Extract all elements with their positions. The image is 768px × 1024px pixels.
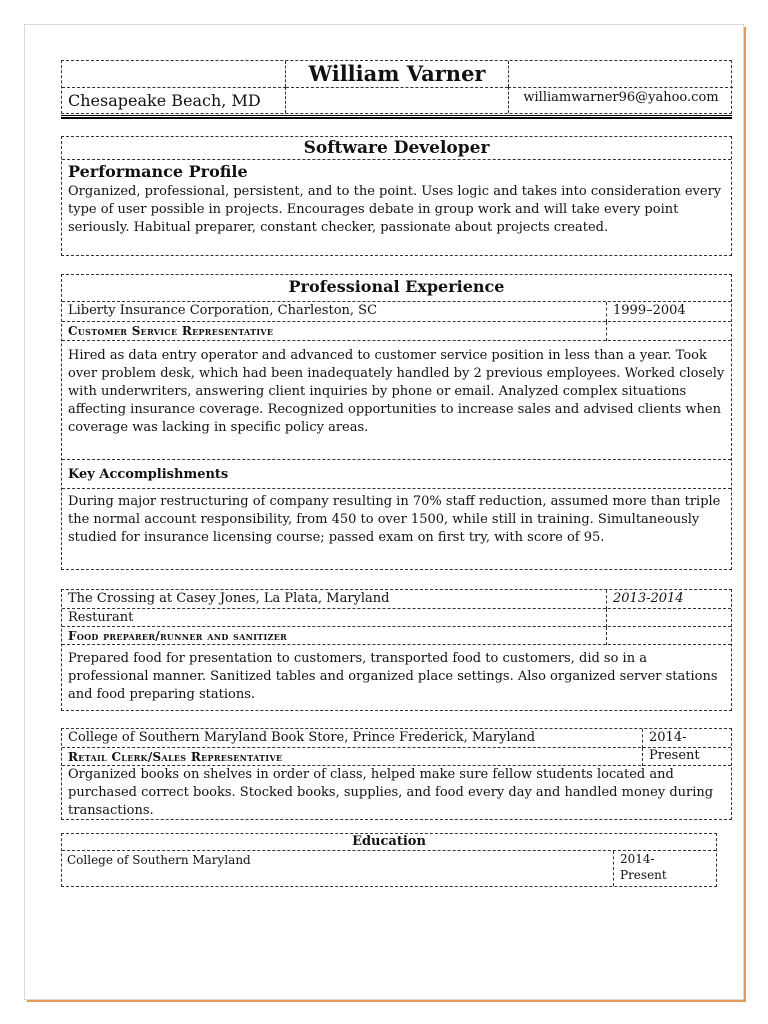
job-2-section [61,589,732,711]
profile-text: Organized, professional, persistent, and to the point. Uses logic and takes into consideration every type of user possible in projects. Encourages debate in group work and will take every point seriously. Habitual preparer, constant checker, passionate about projects created. [68,184,722,235]
experience-section [61,274,732,570]
education-dates: 2014-Present [613,851,663,886]
job-2-description: Prepared food for presentation to customers, transported food to customers, did so in a professional manner. Sanitized tables and organized place settings. Also organized server stations and food preparing stations. [68,651,718,702]
job-1-employer: Liberty Insurance Corporation, Charleston, SC [62,302,731,322]
job-3-title-spacer [642,748,731,766]
job-2-subtitle: Resturant [62,609,731,627]
accomplishments-text: During major restructuring of company resulting in 70% staff reduction, assumed more than triple the normal account responsibility, from 450 to over 1500, while still in training. Simultaneously studied for insurance licensing course; passed exam on first try, with score of 95. [62,488,731,547]
job-3-employer: College of Southern Maryland Book Store, Prince Frederick, Maryland [62,729,731,748]
job-3-title: Retail Clerk/Sales Representative [62,748,731,766]
header-table [61,60,732,114]
job-3-dates: 2014-Present [642,729,731,748]
email: williamwarner96@yahoo.com [508,87,733,113]
header-cell-bottom-middle [286,87,508,113]
job-1-title-spacer [606,322,731,341]
candidate-name: William Varner [308,61,486,86]
education-heading: Education [62,834,716,851]
job-objective-title: Software Developer [62,137,731,160]
job-2-employer: The Crossing at Casey Jones, La Plata, Maryland [62,590,731,609]
header-cell-top-left [62,61,286,87]
profile-heading: Performance Profile [68,162,248,181]
job-3-section [61,728,732,820]
job-2-title-spacer [606,627,731,645]
education-section [61,833,717,887]
header-rule-thick [61,117,732,119]
education-school: College of Southern Maryland [67,853,251,867]
job-3-description: Organized books on shelves in order of class, helped make sure fellow students located and purchased correct books. Stocked books, supplies, and food every day and handled money during transactions. [68,767,714,818]
profile-section [61,136,732,256]
job-2-subtitle-spacer [606,609,731,627]
accomplishments-heading: Key Accomplishments [68,467,229,482]
job-2-dates: 2013-2014 [606,590,731,609]
job-1-dates: 1999–2004 [606,302,731,322]
header-rule-thin [61,115,732,116]
job-2-title: Food preparer/runner and sanitizer [62,627,731,645]
job-1-title: Customer Service Representative [62,322,731,341]
header-cell-top-right [508,61,733,87]
experience-heading: Professional Experience [62,275,731,302]
resume-page [24,24,744,1000]
job-1-description: Hired as data entry operator and advanced to customer service position in less than a year. Took over problem desk, which had been inadequately handled by 2 previous employees. Worked closely with underwriters, answering client inquiries by phone or email. Analyzed complex situations affecting insurance coverage. Recognized opportunities to increase sales and advised clients when coverage was lacking in specific policy areas. [62,341,731,460]
location: Chesapeake Beach, MD [62,87,286,113]
